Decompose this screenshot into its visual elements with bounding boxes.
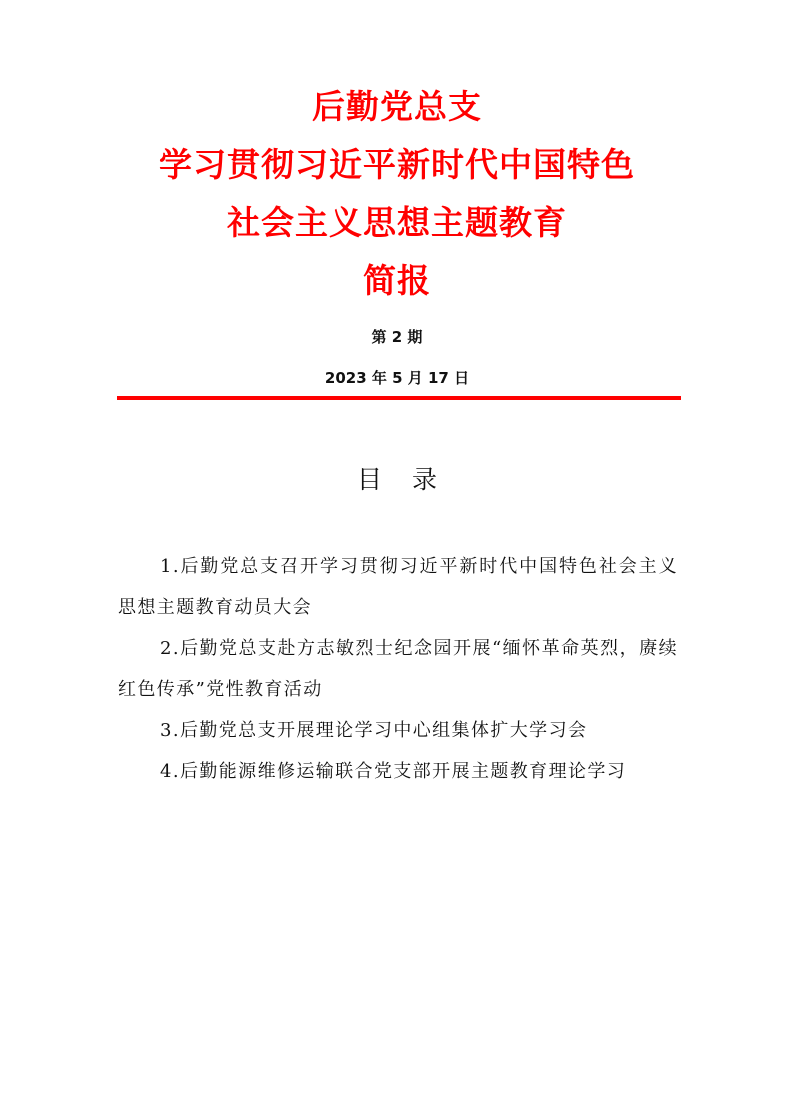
title-line-4: 简报 — [363, 261, 431, 300]
title-line-3: 社会主义思想主题教育 — [227, 203, 567, 242]
toc-item-1[interactable]: 1.后勤党总支召开学习贯彻习近平新时代中国特色社会主义思想主题教育动员大会 — [118, 556, 678, 618]
red-divider — [117, 396, 681, 400]
issue-number: 第 2 期 — [371, 328, 423, 346]
toc-heading: 目录 — [356, 465, 467, 494]
publish-date: 2023 年 5 月 17 日 — [324, 369, 470, 387]
title-line-2: 学习贯彻习近平新时代中国特色 — [159, 145, 635, 184]
toc-item-2[interactable]: 2.后勤党总支赴方志敏烈士纪念园开展“缅怀革命英烈，赓续红色传承”党性教育活动 — [118, 638, 678, 700]
toc-item-3[interactable]: 3.后勤党总支开展理论学习中心组集体扩大学习会 — [160, 720, 588, 741]
toc-item-4[interactable]: 4.后勤能源维修运输联合党支部开展主题教育理论学习 — [160, 761, 627, 782]
title-line-1: 后勤党总支 — [312, 87, 482, 126]
table-of-contents — [118, 546, 678, 792]
bulletin-title — [0, 78, 794, 310]
